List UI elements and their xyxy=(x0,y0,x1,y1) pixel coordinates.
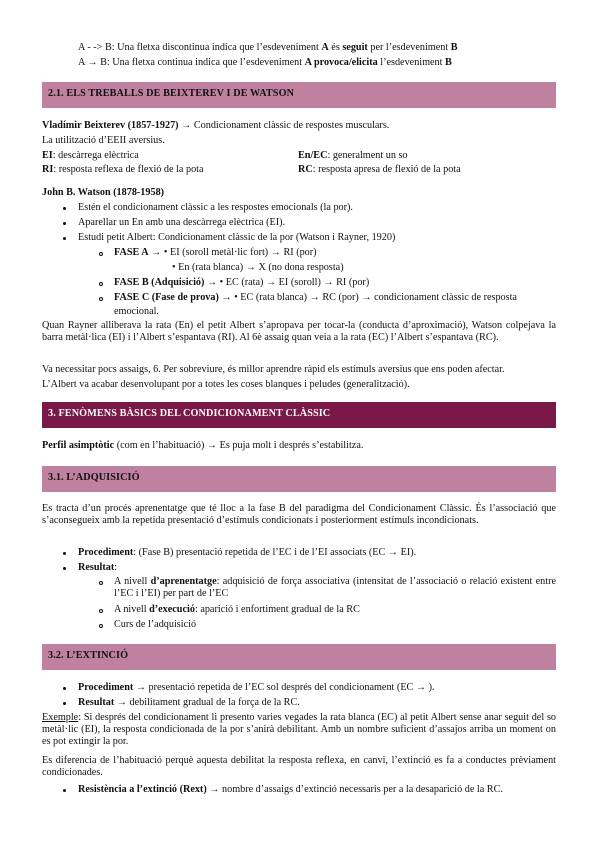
section-header-2-1: 2.1. ELS TREBALLS DE BEIXTEREV I DE WATSON xyxy=(42,82,556,108)
sub-bullet-circle xyxy=(99,282,103,286)
sub-bullet-circle xyxy=(99,609,103,613)
fase-b-line: FASE B (Adquisició) → • EC (rata) → EI (soroll) → RI (por) xyxy=(114,277,370,288)
extincio-procediment: Procediment → presentació repetida de l’EC sol després del condicionament (EC → ). xyxy=(78,682,435,693)
watson-bullet-3: Estudi petit Albert: Condicionament clàssic de la por (Watson i Rayner, 1920) xyxy=(78,232,396,243)
extincio-diferencia: Es diferencia de l’habituació perquè aquesta debilitat la resposta reflexa, en canvi, l’extinció es fa a conductes prèviament condicionades. xyxy=(42,755,556,778)
section-header-3: 3. FENÒMENS BÀSICS DEL CONDICIONAMENT CLÀSSIC xyxy=(42,402,556,428)
bullet-dot xyxy=(63,552,66,555)
albert-paragraph: Quan Rayner alliberava la rata (En) el petit Albert s’apropava per tocar-la (conducta d’aproximació), Watson colpejava la barra metàl·lica (EI) i l’Albert s’espantava (RI). Al 6è assaig quan veia a la rata (EC) l’Albert s’espantava (RC). xyxy=(42,320,556,343)
curs-adquisicio: Curs de l’adquisició xyxy=(114,619,197,630)
bullet-dot xyxy=(63,207,66,210)
watson-heading: John B. Watson (1878-1958) xyxy=(42,187,165,198)
sub-bullet-circle xyxy=(99,297,103,301)
sub-bullet-circle xyxy=(99,581,103,585)
sub-bullet-circle xyxy=(99,624,103,628)
section-header-3-1: 3.1. L’ADQUISICIÓ xyxy=(42,466,556,492)
resistencia-extincio: Resistència a l’extinció (Rext) → nombre d’assaigs d’extinció necessaris per a la desaparició de la RC. xyxy=(78,784,503,795)
fase-a-line-2: • En (rata blanca) → X (no dona resposta) xyxy=(172,262,344,273)
bullet-dot xyxy=(63,237,66,240)
fase-c-line-2: emocional. xyxy=(114,306,159,317)
extincio-resultat: Resultat → debilitament gradual de la força de la RC. xyxy=(78,697,300,708)
bullet-dot xyxy=(63,567,66,570)
eeii-line: La utilització d’EEII aversius. xyxy=(42,135,165,146)
sub-bullet-circle xyxy=(99,252,103,256)
bullet-dot xyxy=(63,222,66,225)
bullet-dot xyxy=(63,702,66,705)
resultat-execucio: A nivell d’execució: aparició i enfortiment gradual de la RC xyxy=(114,604,360,615)
fase-c-line-1: FASE C (Fase de prova) → • EC (rata blanca) → RC (por) → condicionament clàssic de resposta xyxy=(114,292,517,303)
enec-definition: En/EC: generalment un so xyxy=(298,150,408,161)
assaigs-paragraph: Va necessitar pocs assaigs, 6. Per sobreviure, és millor aprendre ràpid els estímuls aversius que ens poden afectar. xyxy=(42,364,505,375)
section-header-3-2: 3.2. L’EXTINCIÓ xyxy=(42,644,556,670)
watson-bullet-2: Aparellar un En amb una descàrrega elèctrica (EI). xyxy=(78,217,286,228)
perfil-asimptotic: Perfil asimptòtic (com en l’habituació) → Es puja molt i després s’estabilitza. xyxy=(42,440,364,451)
intro-line-dashed: A - -> B: Una fletxa discontinua indica que l’esdeveniment A és seguit per l’esdeveniment B xyxy=(78,42,458,53)
adquisicio-procediment: Procediment: (Fase B) presentació repetida de l’EC i de l’EI associats (EC → EI). xyxy=(78,547,417,558)
ri-definition: RI: resposta reflexa de flexió de la pota xyxy=(42,164,204,175)
bullet-dot xyxy=(63,687,66,690)
bekhterev-line: Vladímir Beixterev (1857-1927) → Condicionament clàssic de respostes musculars. xyxy=(42,120,390,131)
bullet-dot xyxy=(63,789,66,792)
resultat-aprenentatge: A nivell d’aprenentatge: adquisició de força associativa (intensitat de l’associació o relació existent entre l’EC i l’EI) per part de l’EC xyxy=(114,576,557,599)
intro-line-solid: A → B: Una fletxa continua indica que l’esdeveniment A provoca/elicita l’esdeveniment B xyxy=(78,57,452,68)
generalitzacio-paragraph: L’Albert va acabar desenvolupant por a totes les coses blanques i peludes (generalització). xyxy=(42,379,410,390)
rc-definition: RC: resposta apresa de flexió de la pota xyxy=(298,164,461,175)
fase-a-line-1: FASE A → • EI (soroll metàl·lic fort) → RI (por) xyxy=(114,247,317,258)
extincio-exemple: Exemple: Si després del condicionament li presento varies vegades la rata blanca (EC) al petit Albert sense anar seguit del so metàl·lic (EI), la resposta condicionada de la por s’anirà debilitant. Amb un nombre suficient d’assajos arriba un moment on es pot extingir la por. xyxy=(42,712,556,747)
adquisicio-paragraph: Es tracta d’un procés aprenentatge que té lloc a la fase B del paradigma del Condicionament Clàssic. És l’associació que s’aconsegueix amb la repetida presentació d’estímuls condicionats i posteriorment estímuls incondicionats. xyxy=(42,503,556,526)
adquisicio-resultat: Resultat: xyxy=(78,562,118,573)
ei-definition: EI: descàrrega elèctrica xyxy=(42,150,139,161)
watson-bullet-1: Estén el condicionament clàssic a les respostes emocionals (la por). xyxy=(78,202,353,213)
